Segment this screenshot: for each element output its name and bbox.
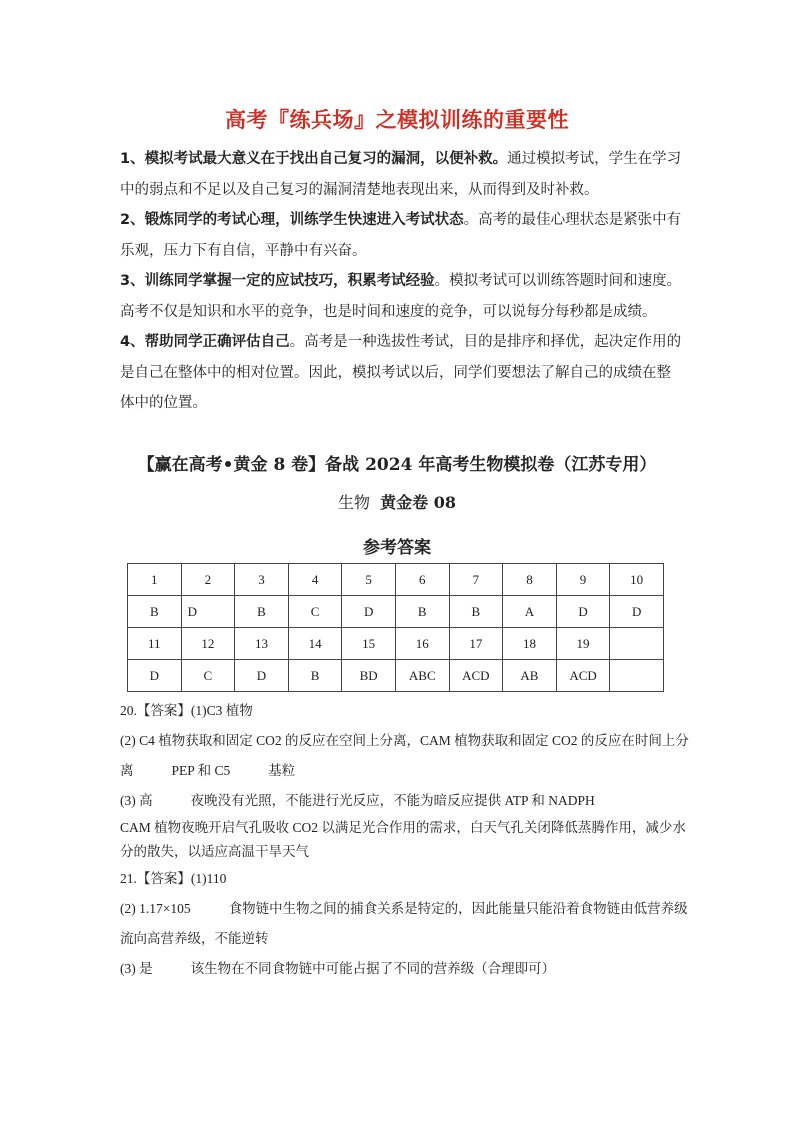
question-number-cell: 14 bbox=[288, 628, 342, 660]
intro-point-4 bbox=[120, 327, 685, 419]
question-number-cell: 13 bbox=[235, 628, 289, 660]
answer-cell: B bbox=[288, 660, 342, 692]
intro-point-2 bbox=[120, 205, 685, 266]
q21-part-3 bbox=[120, 954, 690, 984]
q21-header: 21.【答案】(1)110 bbox=[120, 871, 227, 886]
intro-point-1 bbox=[120, 144, 685, 205]
intro-point-4-bold: 4、帮助同学正确评估自己 bbox=[120, 334, 290, 350]
question-number-cell: 7 bbox=[449, 564, 503, 596]
question-number-cell: 15 bbox=[342, 628, 396, 660]
question-number-cell: 17 bbox=[449, 628, 503, 660]
intro-point-4-text: 。高考是一种选拔性考试，目的是排序和择优，起决定作用的是自己在整体中的相对位置。因此，模拟考试以后，同学们要想法了解自己的成绩在整体中的位置。 bbox=[120, 334, 682, 411]
table-row bbox=[128, 660, 664, 692]
table-row bbox=[128, 596, 664, 628]
q20-part-3 bbox=[120, 786, 690, 816]
question-number-cell: 11 bbox=[128, 628, 182, 660]
answer-cell: A bbox=[503, 596, 557, 628]
q20-part-2-answer-c: 基粒 bbox=[268, 763, 296, 778]
q20-part-3-answer-b: 夜晚没有光照，不能进行光反应，不能为暗反应提供 ATP 和 NADPH bbox=[190, 793, 595, 808]
question-number-cell: 5 bbox=[342, 564, 396, 596]
question-number-cell: 8 bbox=[503, 564, 557, 596]
exam-subject: 生物 bbox=[337, 493, 370, 512]
q21-part-3-answer-a: (3) 是 bbox=[120, 961, 153, 976]
q21-part-2-answer-a: (2) 1.17×105 bbox=[120, 901, 191, 916]
intro-title: 高考『练兵场』之模拟训练的重要性 bbox=[225, 108, 569, 132]
answer-table bbox=[127, 563, 664, 692]
intro-point-1-text: 通过模拟考试，学生在学习中的弱点和不足以及自己复习的漏洞清楚地表现出来，从而得到及时补救。 bbox=[120, 151, 682, 198]
exam-paper: 黄金卷 08 bbox=[380, 493, 457, 512]
empty-cell bbox=[610, 660, 664, 692]
answer-cell: ACD bbox=[556, 660, 610, 692]
answer-cell: D bbox=[181, 596, 235, 628]
question-number-cell: 3 bbox=[235, 564, 289, 596]
intro-point-2-bold: 2、锻炼同学的考试心理，训练学生快速进入考试状态 bbox=[120, 212, 464, 228]
q20-part-2-answer-b: PEP 和 C5 bbox=[171, 763, 231, 778]
question-number-cell: 19 bbox=[556, 628, 610, 660]
answer-cell: AB bbox=[503, 660, 557, 692]
answer-cell: B bbox=[395, 596, 449, 628]
question-number-cell: 4 bbox=[288, 564, 342, 596]
q20-part-3-answer-a: (3) 高 bbox=[120, 793, 153, 808]
answer-cell: C bbox=[288, 596, 342, 628]
answer-cell: C bbox=[181, 660, 235, 692]
question-number-cell: 16 bbox=[395, 628, 449, 660]
question-number-cell: 1 bbox=[128, 564, 182, 596]
answer-cell: D bbox=[556, 596, 610, 628]
question-number-cell: 2 bbox=[181, 564, 235, 596]
q21-part-3-answer-b: 该生物在不同食物链中可能占据了不同的营养级（合理即可） bbox=[190, 961, 556, 976]
question-number-cell: 6 bbox=[395, 564, 449, 596]
table-row bbox=[128, 628, 664, 660]
answer-cell: D bbox=[235, 660, 289, 692]
intro-point-3-text: 。模拟考试可以训练答题时间和速度。高考不仅是知识和水平的竞争，也是时间和速度的竞争，可以说每分每秒都是成绩。 bbox=[120, 273, 682, 320]
exam-title: 【赢在高考•黄金 8 卷】备战 2024 年高考生物模拟卷（江苏专用） bbox=[137, 455, 657, 475]
intro-point-1-bold: 1、模拟考试最大意义在于找出自己复习的漏洞，以便补救。 bbox=[120, 151, 508, 167]
intro-point-3 bbox=[120, 266, 685, 327]
answer-cell: B bbox=[128, 596, 182, 628]
q20-header: 20.【答案】(1)C3 植物 bbox=[120, 703, 253, 718]
intro-point-2-text: 。高考的最佳心理状态是紧张中有乐观，压力下有自信，平静中有兴奋。 bbox=[120, 212, 682, 259]
answer-cell: B bbox=[449, 596, 503, 628]
answer-heading: 参考答案 bbox=[363, 538, 431, 558]
table-row bbox=[128, 564, 664, 596]
intro-point-3-bold: 3、训练同学掌握一定的应试技巧，积累考试经验 bbox=[120, 273, 435, 289]
question-number-cell: 9 bbox=[556, 564, 610, 596]
q21-part-2-answer-b: 食物链中生物之间的捕食关系是特定的，因此能量只能沿着食物链由低营养级流向高营养级，不能逆转 bbox=[120, 901, 688, 946]
q20-part-3-detail: CAM 植物夜晚开启气孔吸收 CO2 以满足光合作用的需求，白天气孔关闭降低蒸腾作用，减少水分的散失，以适应高温干旱天气 bbox=[120, 820, 686, 859]
question-number-cell: 18 bbox=[503, 628, 557, 660]
intro-section bbox=[120, 144, 685, 419]
question-number-cell: 12 bbox=[181, 628, 235, 660]
exam-subject-line bbox=[0, 490, 794, 513]
q21-part-2 bbox=[120, 894, 690, 954]
answer-cell: D bbox=[128, 660, 182, 692]
answer-cell: ABC bbox=[395, 660, 449, 692]
answer-cell: BD bbox=[342, 660, 396, 692]
answer-cell: D bbox=[610, 596, 664, 628]
answer-cell: B bbox=[235, 596, 289, 628]
answer-cell: D bbox=[342, 596, 396, 628]
answer-explanations bbox=[120, 696, 690, 984]
empty-cell bbox=[610, 628, 664, 660]
answer-cell: ACD bbox=[449, 660, 503, 692]
q20-part-2-text: (2) C4 植物获取和固定 CO2 的反应在空间上分离，CAM 植物获取和固定 CO2 的反应在时间上分离 bbox=[120, 733, 689, 778]
q20-part-2 bbox=[120, 726, 690, 786]
question-number-cell: 10 bbox=[610, 564, 664, 596]
